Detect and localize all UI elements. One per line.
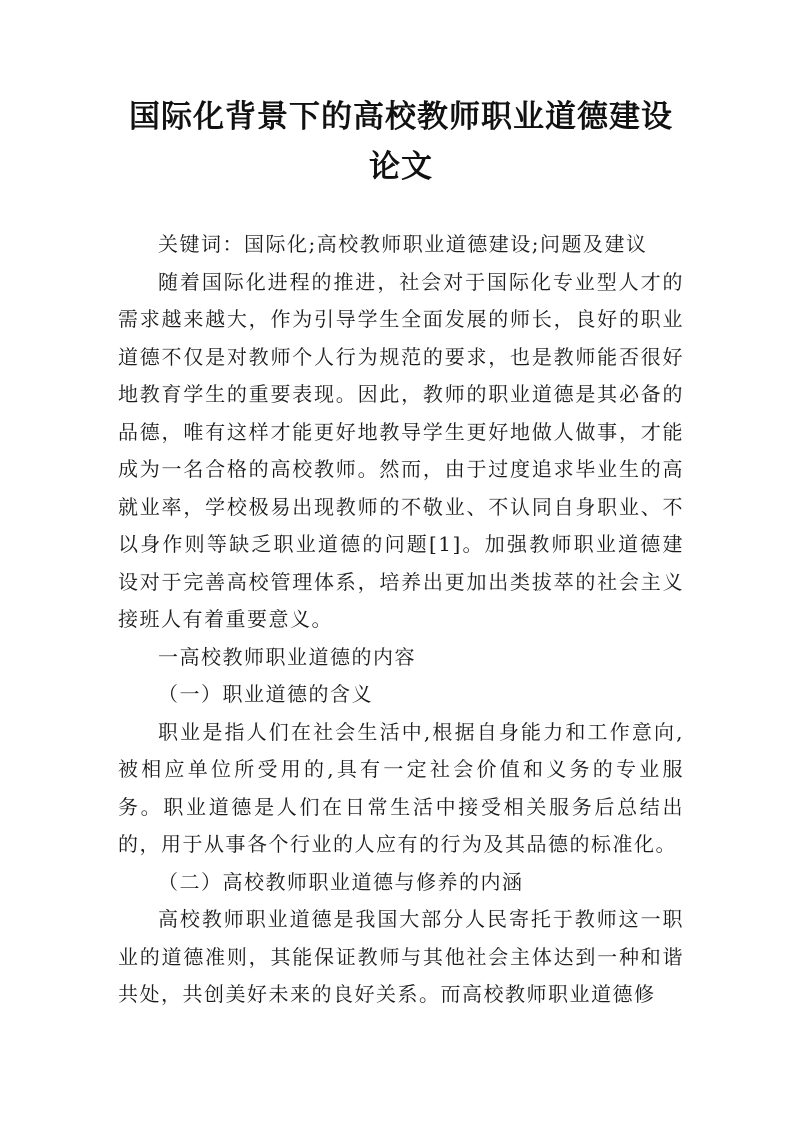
document-body: [118, 226, 684, 1014]
document-title: 国际化背景下的高校教师职业道德建设论文: [129, 99, 673, 185]
intro-paragraph: 随着国际化进程的推进，社会对于国际化专业型人才的需求越来越大，作为引导学生全面发展的师长，良好的职业道德不仅是对教师个人行为规范的要求，也是教师能否很好地教育学生的重要表现。因此，教师的职业道德是其必备的品德，唯有这样才能更好地教导学生更好地做人做事，才能成为一名合格的高校教师。然而，由于过度追求毕业生的高就业率，学校极易出现教师的不敬业、不认同自身职业、不以身作则等缺乏职业道德的问题[1]。加强教师职业道德建设对于完善高校管理体系，培养出更加出类拔萃的社会主义接班人有着重要意义。: [118, 269, 684, 631]
subsection-paragraph-2: 高校教师职业道德是我国大部分人民寄托于教师这一职业的道德准则，其能保证教师与其他社会主体达到一种和谐共处，共创美好未来的良好关系。而高校教师职业道德修: [118, 907, 684, 1006]
subsection-paragraph-1: 职业是指人们在社会生活中,根据自身能力和工作意向,被相应单位所受用的,具有一定社会价值和义务的专业服务。职业道德是人们在日常生活中接受相关服务后总结出的，用于从事各个行业的人应有的行为及其品德的标准化。: [118, 719, 684, 856]
subsection-heading-1: （一）职业道德的含义: [158, 682, 373, 706]
section-heading-1: 一高校教师职业道德的内容: [158, 644, 416, 669]
subsection-heading-2: （二）高校教师职业道德与修养的内涵: [158, 869, 524, 894]
keywords-line: 关键词：国际化;高校教师职业道德建设;问题及建议: [158, 232, 648, 256]
